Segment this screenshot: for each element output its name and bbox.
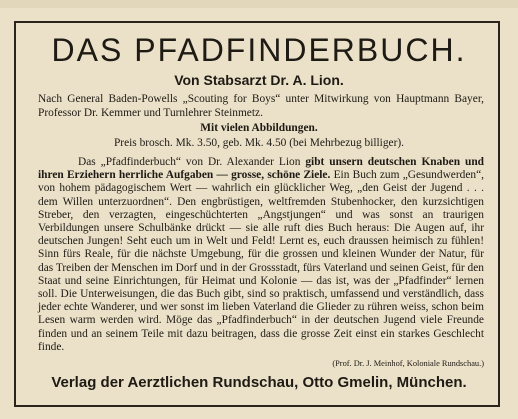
illustrations-note: Mit vielen Abbildungen. xyxy=(200,122,318,134)
price-line: Preis brosch. Mk. 3.50, geb. Mk. 4.50 (bei Mehrbezug billiger). xyxy=(113,137,405,149)
review-bold: gibt unsern deutschen Knaben und ihren Erziehern herrliche Aufgaben — grosse, schöne Ziele. xyxy=(38,156,484,182)
book-title: DAS PFADFINDERBUCH. xyxy=(51,32,467,68)
intro-paragraph: Nach General Baden-Powells „Scouting for Boys“ unter Mitwirkung von Hauptmann Bayer, Professor Dr. Kemmer und Turnlehrer Steinmetz. xyxy=(38,93,484,119)
author-name: Stabsarzt Dr. A. Lion. xyxy=(203,72,344,88)
author-line xyxy=(0,72,518,88)
review-lead: Das „Pfadfinderbuch“ von Dr. Alexander Lion xyxy=(78,156,306,168)
author-prefix: Von xyxy=(174,72,204,88)
review-credit: (Prof. Dr. J. Meinhof, Koloniale Rundschau.) xyxy=(332,359,484,368)
review-text: Ein Buch zum „Gesundwerden“, von hohem pädagogischem Wert — wahrlich ein glücklicher Weg, „den Geist der Jugend . . . dem Willen unterzuordnen“. Den engbrüstigen, weltfremden Stubenhocker, den kurzsichtigen Streber, den verzagten, eingeschüchterten „Angstjungen“ und was sonst an traurigen Verbildungen unsere Schulbänke drückt — sie alle ruft dies Buch heraus: Die Augen auf, ihr deutschen Jungen! Seht euch um in Welt und Feld! Lernt es, euch draussen heimisch zu fühlen! Sinn fürs Reale, für die nächste Umgebung, für die grossen und kleinen Wunder der Natur, für das Treiben der Menschen im Dorf und in der Grossstadt, fürs Vaterland und seinen Geist, für den Staat und seine Einrichtungen, für Heimat und Kolonie — das ist, was der „Pfadfinder“ lernen soll. Die Unterweisungen, die das Buch gibt, sind so praktisch, umfassend und verständlich, dass jeder echte Wanderer, und wer sonst im lieben Vaterland die Glieder zu rühren weiss, schon beim Lesen warm werden wird. Möge das „Pfadfinderbuch“ in der deutschen Jugend viele Freunde finden und an seinem Teile mit dazu beitragen, dass die grosse Zeit einst ein starkes Geschlecht finde. xyxy=(38,169,484,353)
page-top-edge xyxy=(0,0,518,8)
publisher-line: Verlag der Aerztlichen Rundschau, Otto Gmelin, München. xyxy=(51,374,467,391)
review-paragraph xyxy=(38,156,484,354)
